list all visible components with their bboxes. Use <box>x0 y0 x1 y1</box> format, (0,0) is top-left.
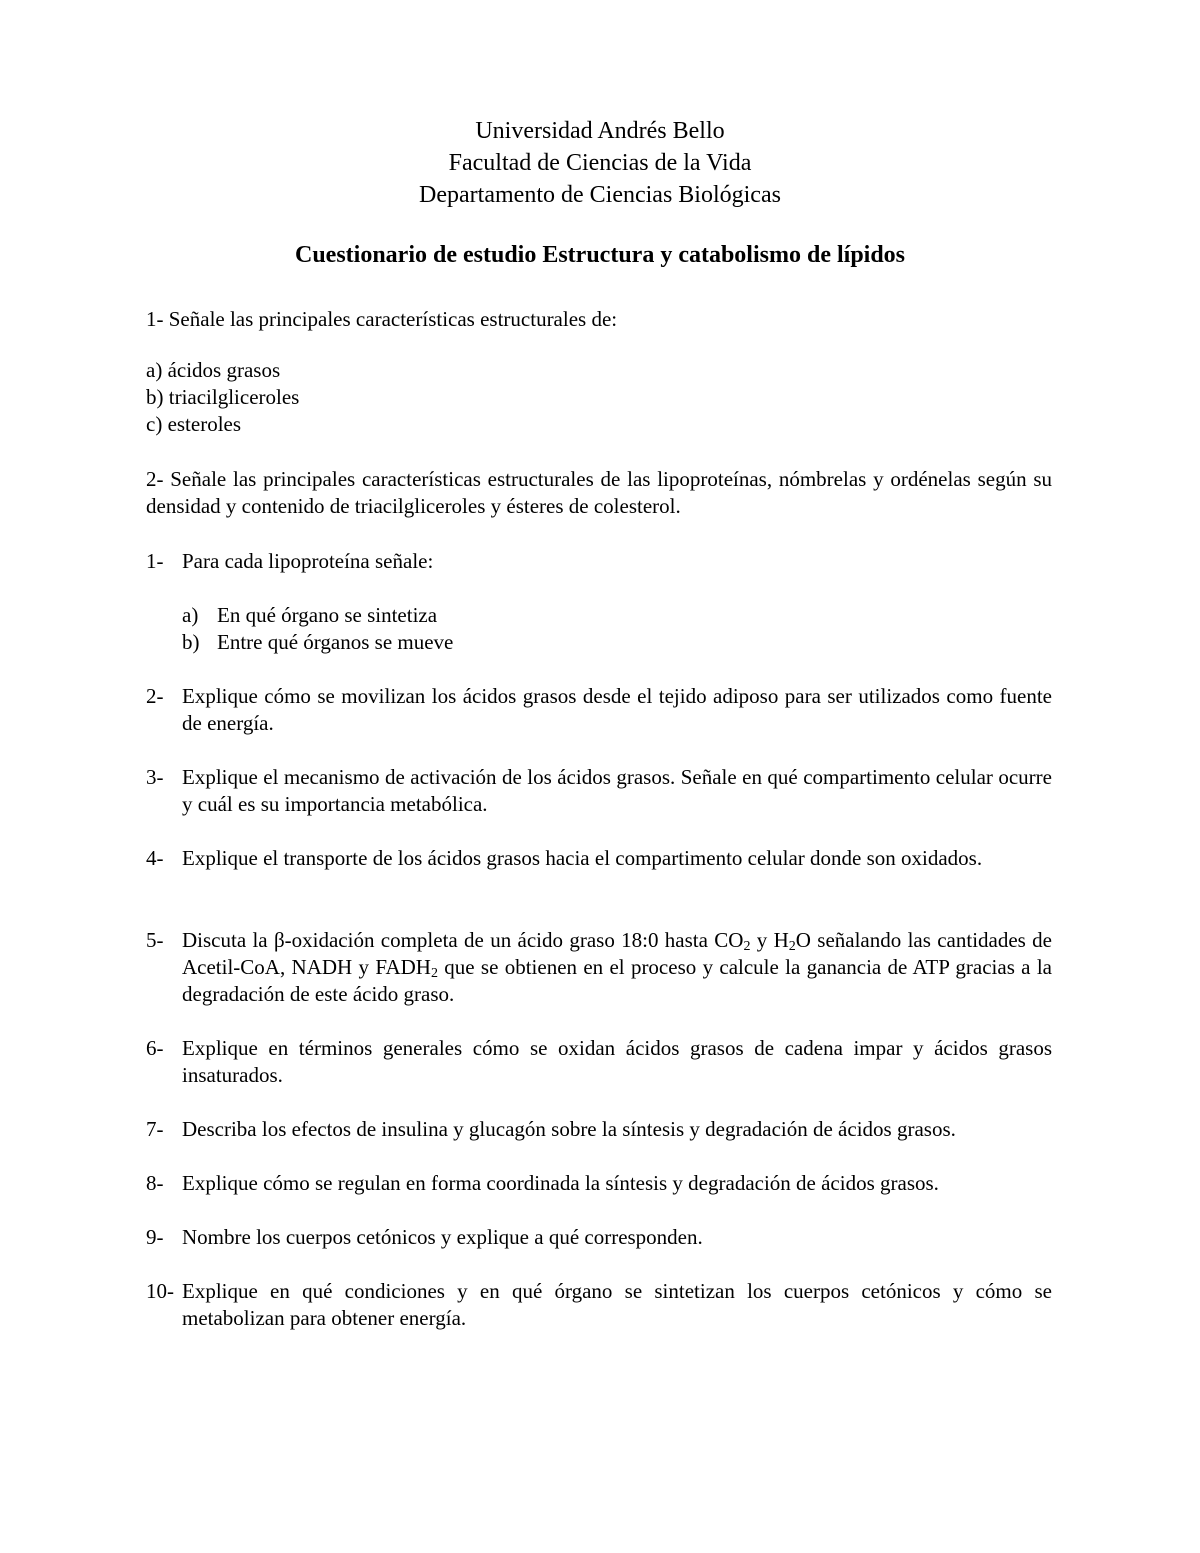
item-number: 6- <box>146 1036 164 1060</box>
sub-item-text: En qué órgano se sintetiza <box>217 603 438 627</box>
faculty-name: Facultad de Ciencias de la Vida <box>448 150 752 176</box>
item-text: Discuta la β-oxidación completa de un ácido graso 18:0 hasta $CO_2$ y $H_2O$ señalando las cantidades de Acetil-CoA, NADH y $FADH_2$ que se obtienen en el proceso y calcule la ganancia de ATP gracias a la degradación de este ácido graso. <box>182 928 1052 1006</box>
item-number: 1- <box>146 549 164 573</box>
item-text: Explique el mecanismo de activación de los ácidos grasos. Señale en qué compartimento celular ocurre y cuál es su importancia metabólica. <box>182 765 1052 816</box>
item-text: Explique cómo se movilizan los ácidos grasos desde el tejido adiposo para ser utilizados como fuente de energía. <box>182 684 1052 735</box>
question-2: 2- Señale las principales características estructurales de las lipoproteínas, nómbrelas y ordénelas según su densidad y contenido de triacilgliceroles y ésteres de colesterol. <box>146 467 1052 518</box>
list-item <box>146 683 1052 737</box>
list-item <box>146 845 1052 872</box>
item-number: 8- <box>146 1171 164 1195</box>
item-text: Nombre los cuerpos cetónicos y explique a qué corresponden. <box>182 1225 703 1249</box>
item-text: Describa los efectos de insulina y glucagón sobre la síntesis y degradación de ácidos grasos. <box>182 1117 956 1141</box>
item-number: 7- <box>146 1117 164 1141</box>
list-item: a) ácidos grasos <box>146 358 281 382</box>
sub-item-label: b) <box>182 630 200 654</box>
institution-header <box>0 115 1200 211</box>
list-item <box>146 1224 1052 1251</box>
question-1-items <box>146 357 1052 438</box>
item-text: Explique en qué condiciones y en qué órgano se sintetizan los cuerpos cetónicos y cómo se metabolizan para obtener energía. <box>182 1279 1052 1330</box>
item-number: 3- <box>146 765 164 789</box>
item-text: Para cada lipoproteína señale: <box>182 549 434 573</box>
department-name: Departamento de Ciencias Biológicas <box>419 182 781 208</box>
item-number: 9- <box>146 1225 164 1249</box>
item-number: 2- <box>146 684 164 708</box>
sub-item-text: Entre qué órganos se mueve <box>217 630 454 654</box>
university-name: Universidad Andrés Bello <box>475 118 725 144</box>
list-item <box>146 927 1052 1008</box>
item-number: 4- <box>146 846 164 870</box>
list-item <box>146 1278 1052 1332</box>
list-item <box>146 548 1052 575</box>
list-item <box>146 1035 1052 1089</box>
sub-item <box>182 602 1052 629</box>
item-number: 5- <box>146 928 164 952</box>
list-item <box>146 1116 1052 1143</box>
item-text: Explique el transporte de los ácidos grasos hacia el compartimento celular donde son oxidados. <box>182 846 983 870</box>
list-item <box>146 1170 1052 1197</box>
list-item <box>146 764 1052 818</box>
sub-item-label: a) <box>182 603 199 627</box>
item-number: 10- <box>146 1279 174 1303</box>
document-title: Cuestionario de estudio Estructura y catabolismo de lípidos <box>294 242 906 268</box>
item-text: Explique en términos generales cómo se oxidan ácidos grasos de cadena impar y ácidos grasos insaturados. <box>182 1036 1052 1087</box>
list-item: c) esteroles <box>146 412 242 436</box>
list-item: b) triacilgliceroles <box>146 385 300 409</box>
sub-item <box>182 629 1052 656</box>
item-text: Explique cómo se regulan en forma coordinada la síntesis y degradación de ácidos grasos. <box>182 1171 939 1195</box>
question-1: 1- Señale las principales características estructurales de: <box>146 307 618 331</box>
